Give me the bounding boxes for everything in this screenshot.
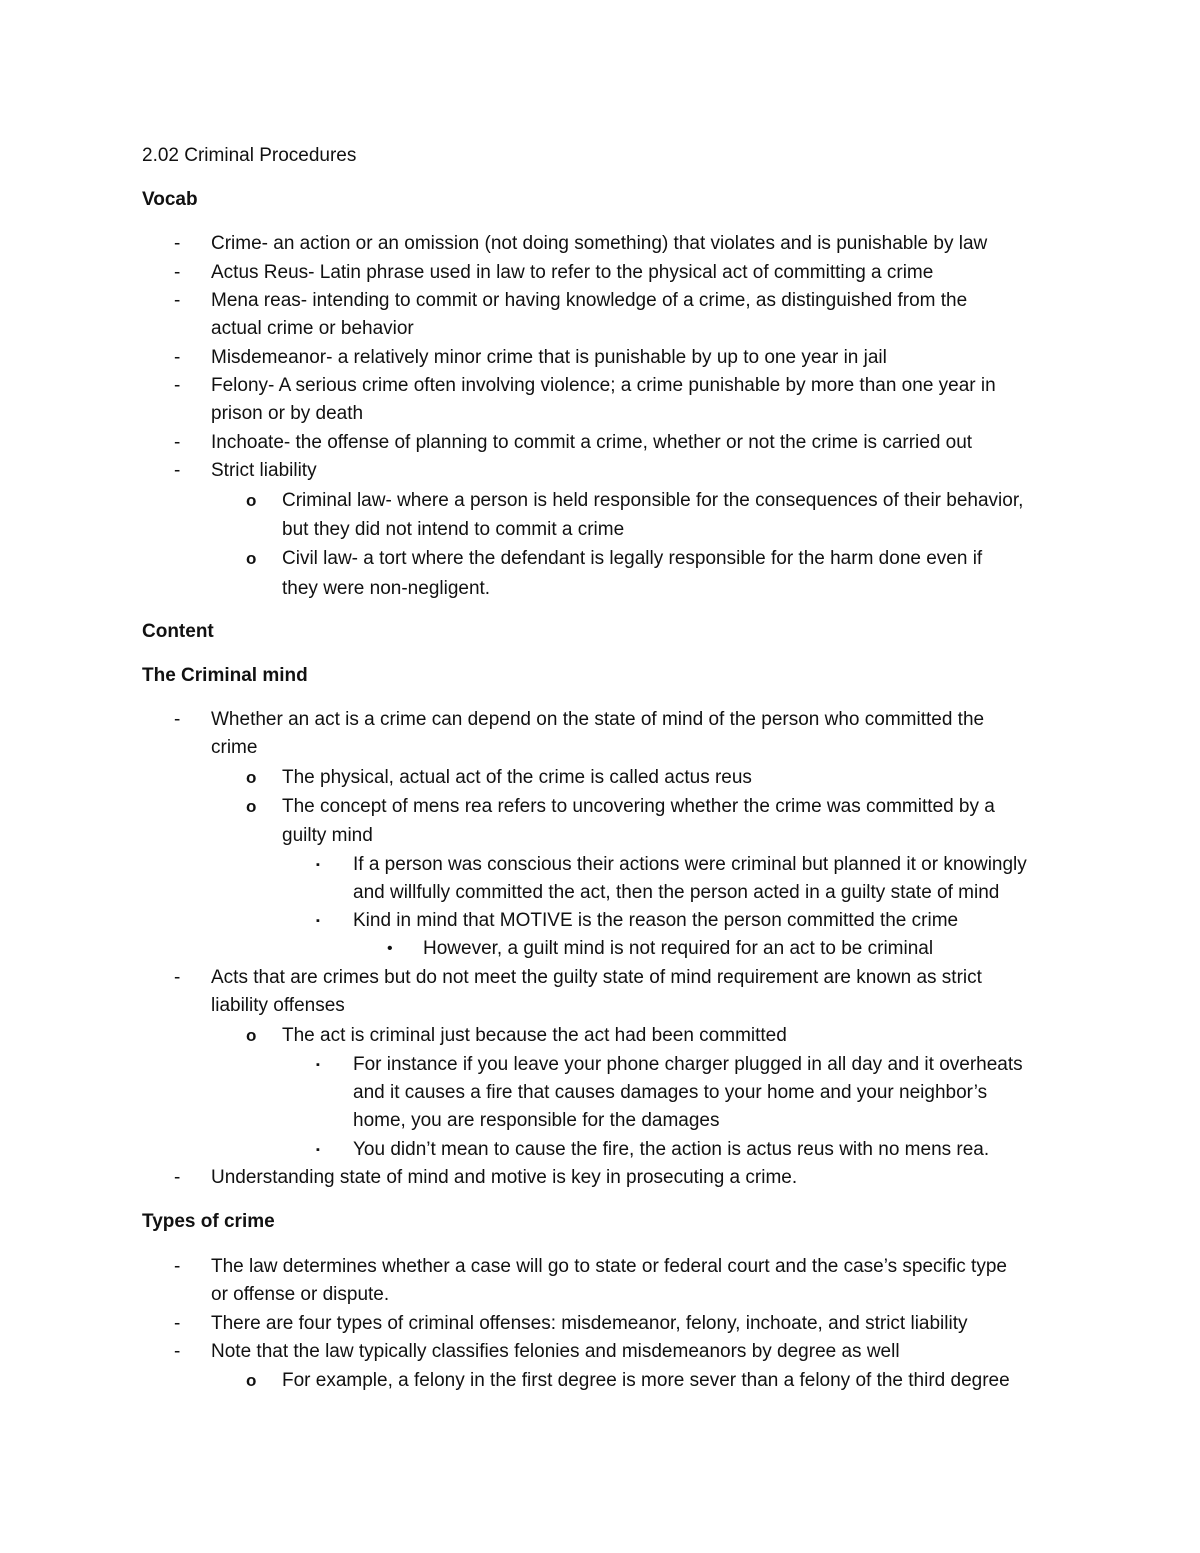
criminal-mind-detail-motive: Kind in mind that MOTIVE is the reason the person committed the crime (353, 910, 959, 931)
bullet-circle-marker: o (246, 797, 257, 816)
bullet-dash-marker: - (174, 347, 181, 368)
criminal-mind-detail-conscious-continued: and willfully committed the act, then the person acted in a guilty state of mind (353, 882, 1000, 903)
bullet-dash-marker: - (174, 1341, 181, 1362)
bullet-square-marker: ▪ (316, 1144, 320, 1156)
criminal-mind-detail-guilt-mind: However, a guilt mind is not required for an act to be criminal (423, 938, 934, 959)
criminal-mind-detail-charger-example: For instance if you leave your phone charger plugged in all day and it overheats (353, 1054, 1023, 1075)
vocab-item-actus-reus: Actus Reus- Latin phrase used in law to refer to the physical act of committing a crime (211, 262, 934, 283)
vocab-item-felony-continued: prison or by death (211, 403, 364, 424)
bullet-circle-marker: o (246, 1371, 257, 1390)
criminal-mind-detail-charger-example-continued: and it causes a fire that causes damages to your home and your neighbor’s (353, 1082, 988, 1103)
vocab-item-crime: Crime- an action or an omission (not doing something) that violates and is punishable by law (211, 233, 988, 254)
document-title: 2.02 Criminal Procedures (142, 145, 357, 166)
bullet-circle-marker: o (246, 491, 257, 510)
criminal-mind-subitem-mens-rea: The concept of mens rea refers to uncovering whether the crime was committed by a (282, 796, 995, 817)
content-heading: Content (142, 621, 214, 642)
vocab-item-strict-liability: Strict liability (211, 460, 317, 481)
criminal-mind-item-understanding: Understanding state of mind and motive is key in prosecuting a crime. (211, 1167, 798, 1188)
vocab-subitem-civil-law: Civil law- a tort where the defendant is legally responsible for the harm done even if (282, 548, 983, 569)
bullet-dash-marker: - (174, 967, 181, 988)
criminal-mind-item: Whether an act is a crime can depend on the state of mind of the person who committed the (211, 709, 985, 730)
vocab-subitem-civil-law-continued: they were non-negligent. (282, 578, 491, 599)
criminal-mind-item-strict-liability-continued: liability offenses (211, 995, 345, 1016)
criminal-mind-item-continued: crime (211, 737, 258, 758)
vocab-subitem-criminal-law: Criminal law- where a person is held responsible for the consequences of their behavior, (282, 490, 1024, 511)
criminal-mind-detail-no-mens-rea: You didn’t mean to cause the fire, the action is actus reus with no mens rea. (353, 1139, 990, 1160)
bullet-dash-marker: - (174, 709, 181, 730)
criminal-mind-heading: The Criminal mind (142, 665, 308, 686)
criminal-mind-subitem-actus-reus: The physical, actual act of the crime is called actus reus (282, 767, 752, 788)
bullet-dot-marker: • (387, 940, 393, 957)
bullet-dash-marker: - (174, 262, 181, 283)
vocab-item-mens-rea: Mena reas- intending to commit or having knowledge of a crime, as distinguished from the (211, 290, 968, 311)
bullet-circle-marker: o (246, 1026, 257, 1045)
vocab-item-inchoate: Inchoate- the offense of planning to commit a crime, whether or not the crime is carried out (211, 432, 973, 453)
vocab-item-felony: Felony- A serious crime often involving violence; a crime punishable by more than one year in (211, 375, 996, 396)
bullet-dash-marker: - (174, 375, 181, 396)
vocab-heading: Vocab (142, 189, 198, 210)
bullet-dash-marker: - (174, 1256, 181, 1277)
bullet-dash-marker: - (174, 432, 181, 453)
types-item-degree: Note that the law typically classifies felonies and misdemeanors by degree as well (211, 1341, 900, 1362)
vocab-item-misdemeanor: Misdemeanor- a relatively minor crime that is punishable by up to one year in jail (211, 347, 887, 368)
types-item-court-continued: or offense or dispute. (211, 1284, 390, 1305)
types-of-crime-heading: Types of crime (142, 1211, 275, 1232)
criminal-mind-detail-conscious: If a person was conscious their actions were criminal but planned it or knowingly (353, 854, 1027, 875)
types-item-four-types: There are four types of criminal offenses: misdemeanor, felony, inchoate, and strict liability (211, 1313, 968, 1334)
types-subitem-degree-example: For example, a felony in the first degree is more sever than a felony of the third degree (282, 1370, 1010, 1391)
bullet-square-marker: ▪ (316, 1059, 320, 1071)
bullet-square-marker: ▪ (316, 859, 320, 871)
vocab-item-mens-rea-continued: actual crime or behavior (211, 318, 414, 339)
criminal-mind-item-strict-liability: Acts that are crimes but do not meet the guilty state of mind requirement are known as strict (211, 967, 982, 988)
bullet-square-marker: ▪ (316, 915, 320, 927)
bullet-dash-marker: - (174, 1313, 181, 1334)
bullet-dash-marker: - (174, 460, 181, 481)
criminal-mind-subitem-act-committed: The act is criminal just because the act had been committed (282, 1025, 787, 1046)
criminal-mind-detail-charger-example-continued: home, you are responsible for the damages (353, 1110, 720, 1131)
bullet-dash-marker: - (174, 1167, 181, 1188)
vocab-subitem-criminal-law-continued: but they did not intend to commit a crime (282, 519, 625, 540)
criminal-mind-subitem-mens-rea-continued: guilty mind (282, 825, 373, 846)
bullet-dash-marker: - (174, 233, 181, 254)
types-item-court: The law determines whether a case will go to state or federal court and the case’s specific type (211, 1256, 1007, 1277)
bullet-dash-marker: - (174, 290, 181, 311)
bullet-circle-marker: o (246, 549, 257, 568)
bullet-circle-marker: o (246, 768, 257, 787)
